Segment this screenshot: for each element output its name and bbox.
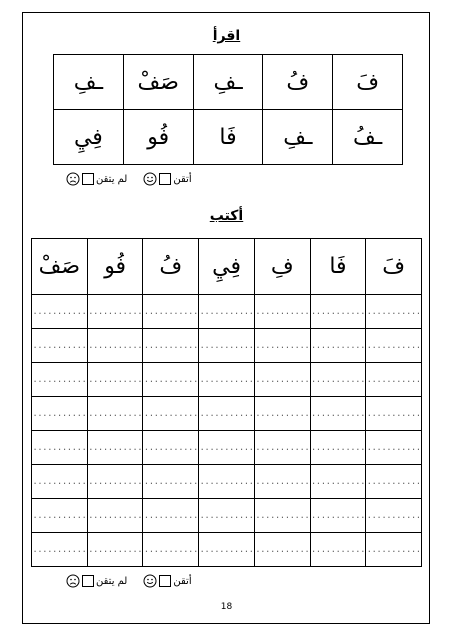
write-practice-cell[interactable]: ........... (366, 329, 422, 363)
write-practice-cell[interactable]: ........... (254, 329, 310, 363)
write-practice-cell[interactable]: ........... (87, 431, 143, 465)
write-practice-cell[interactable]: ........... (87, 499, 143, 533)
write-practice-cell[interactable]: ........... (366, 295, 422, 329)
write-practice-cell[interactable]: ........... (87, 363, 143, 397)
write-practice-cell[interactable]: ........... (254, 431, 310, 465)
write-heading: أكتب (209, 208, 244, 224)
write-practice-cell[interactable]: ........... (366, 431, 422, 465)
read-cell: فَا (193, 110, 263, 165)
write-practice-cell[interactable]: ........... (366, 533, 422, 567)
write-header-cell: فَ (366, 239, 422, 295)
write-practice-cell[interactable]: ........... (199, 329, 255, 363)
write-practice-cell[interactable]: ........... (32, 465, 88, 499)
mastered-checkbox[interactable] (159, 173, 171, 185)
sad-face-icon (66, 574, 80, 588)
write-practice-cell[interactable]: ........... (143, 397, 199, 431)
not-mastered-label: لم يتقن (96, 173, 128, 185)
read-row (54, 55, 403, 110)
read-cell: فُ (263, 55, 333, 110)
mastered-label: أتقن (173, 575, 192, 587)
write-line-row (32, 295, 422, 329)
write-practice-cell[interactable]: ........... (32, 533, 88, 567)
write-line-row (32, 431, 422, 465)
write-practice-cell[interactable]: ........... (310, 295, 366, 329)
write-practice-cell[interactable]: ........... (310, 533, 366, 567)
read-cell: فُو (123, 110, 193, 165)
read-row (54, 110, 403, 165)
read-heading: اقرأ (212, 28, 241, 44)
write-practice-cell[interactable]: ........... (254, 363, 310, 397)
smiley-face-icon (143, 172, 157, 186)
write-practice-cell[interactable]: ........... (32, 431, 88, 465)
write-practice-cell[interactable]: ........... (87, 533, 143, 567)
write-practice-cell[interactable]: ........... (199, 363, 255, 397)
write-practice-cell[interactable]: ........... (254, 465, 310, 499)
write-practice-cell[interactable]: ........... (366, 499, 422, 533)
write-practice-cell[interactable]: ........... (199, 295, 255, 329)
write-practice-cell[interactable]: ........... (143, 295, 199, 329)
write-line-row (32, 363, 422, 397)
sad-face-icon (66, 172, 80, 186)
not-mastered-checkbox[interactable] (82, 575, 94, 587)
write-practice-cell[interactable]: ........... (199, 465, 255, 499)
write-practice-cell[interactable]: ........... (32, 295, 88, 329)
not-mastered-label: لم يتقن (96, 575, 128, 587)
write-practice-cell[interactable]: ........... (366, 363, 422, 397)
write-practice-cell[interactable]: ........... (32, 397, 88, 431)
write-line-row (32, 397, 422, 431)
write-practice-cell[interactable]: ........... (254, 397, 310, 431)
mastered-group (143, 172, 191, 186)
write-practice-cell[interactable]: ........... (143, 533, 199, 567)
write-practice-cell[interactable]: ........... (199, 431, 255, 465)
write-practice-cell[interactable]: ........... (310, 499, 366, 533)
read-cell: ـفِ (54, 55, 124, 110)
write-practice-cell[interactable]: ........... (87, 397, 143, 431)
write-practice-cell[interactable]: ........... (32, 329, 88, 363)
write-header-cell: فُ (143, 239, 199, 295)
not-mastered-group (66, 574, 127, 588)
mastered-label: أتقن (173, 173, 192, 185)
read-table (53, 54, 403, 165)
write-line-row (32, 533, 422, 567)
write-practice-cell[interactable]: ........... (87, 329, 143, 363)
write-header-cell: فِيِ (199, 239, 255, 295)
write-practice-cell[interactable]: ........... (310, 363, 366, 397)
write-practice-cell[interactable]: ........... (143, 431, 199, 465)
write-practice-cell[interactable]: ........... (366, 397, 422, 431)
write-practice-cell[interactable]: ........... (199, 397, 255, 431)
write-practice-cell[interactable]: ........... (366, 465, 422, 499)
page-number: 18 (220, 602, 233, 612)
write-practice-cell[interactable]: ........... (310, 397, 366, 431)
write-practice-cell[interactable]: ........... (143, 363, 199, 397)
mastered-checkbox[interactable] (159, 575, 171, 587)
write-line-row (32, 465, 422, 499)
write-practice-cell[interactable]: ........... (310, 329, 366, 363)
read-cell: ـفُ (333, 110, 403, 165)
write-rating (50, 574, 192, 588)
write-header-row (32, 239, 422, 295)
write-practice-cell[interactable]: ........... (87, 465, 143, 499)
read-rating (50, 172, 192, 186)
write-line-row (32, 499, 422, 533)
write-practice-cell[interactable]: ........... (310, 431, 366, 465)
write-practice-cell[interactable]: ........... (32, 363, 88, 397)
write-practice-cell[interactable]: ........... (87, 295, 143, 329)
read-cell: ـفِ (263, 110, 333, 165)
write-table (31, 238, 422, 567)
not-mastered-group (66, 172, 127, 186)
write-line-row (32, 329, 422, 363)
read-cell: صَفْ (123, 55, 193, 110)
mastered-group (143, 574, 191, 588)
write-header-cell: فُو (87, 239, 143, 295)
write-practice-cell[interactable]: ........... (143, 465, 199, 499)
not-mastered-checkbox[interactable] (82, 173, 94, 185)
write-practice-cell[interactable]: ........... (254, 499, 310, 533)
read-cell: ـفِ (193, 55, 263, 110)
write-practice-cell[interactable]: ........... (32, 499, 88, 533)
write-header-cell: فَا (310, 239, 366, 295)
write-practice-cell[interactable]: ........... (199, 533, 255, 567)
write-practice-cell[interactable]: ........... (199, 499, 255, 533)
write-header-cell: فِ (254, 239, 310, 295)
write-practice-cell[interactable]: ........... (143, 499, 199, 533)
write-practice-cell[interactable]: ........... (254, 295, 310, 329)
write-practice-cell[interactable]: ........... (143, 329, 199, 363)
smiley-face-icon (143, 574, 157, 588)
read-cell: فَ (333, 55, 403, 110)
write-practice-cell[interactable]: ........... (310, 465, 366, 499)
write-practice-cell[interactable]: ........... (254, 533, 310, 567)
write-header-cell: صَفْ (32, 239, 88, 295)
read-cell: فِيِ (54, 110, 124, 165)
